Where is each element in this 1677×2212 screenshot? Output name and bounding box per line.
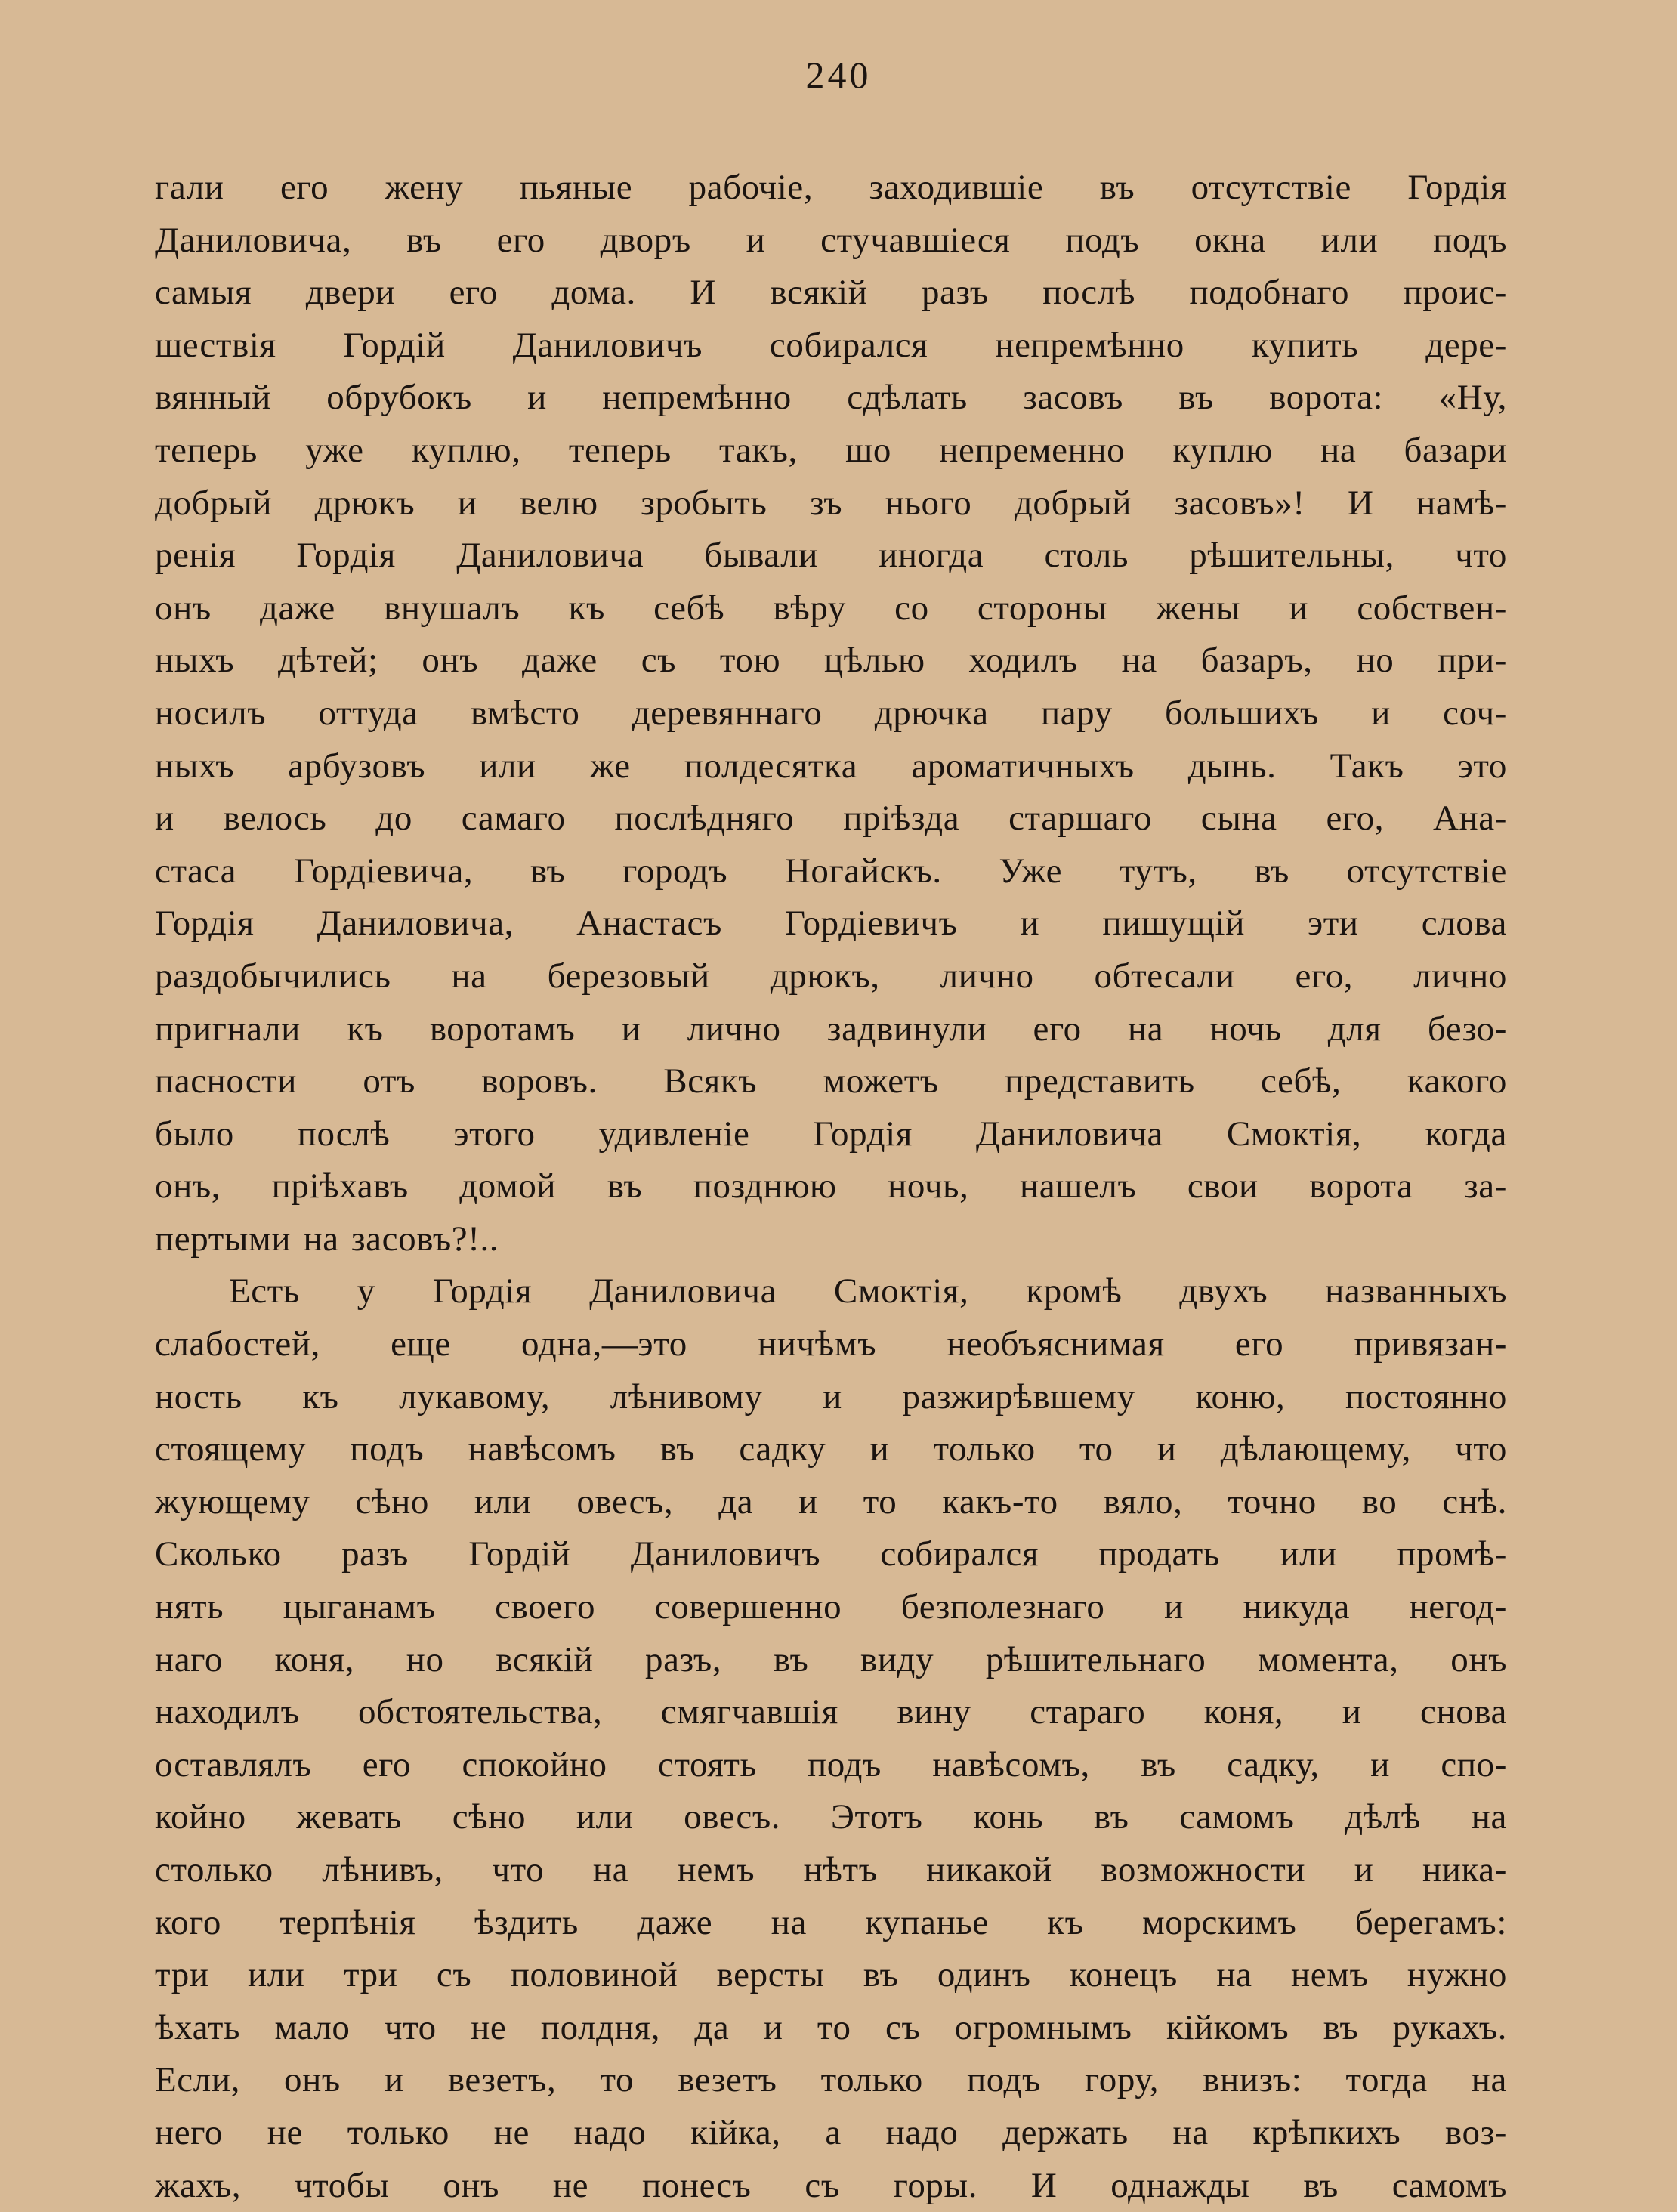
text-line: Сколько разъ Гордій Даниловичъ собирался продать или промѣ- — [155, 1534, 1507, 1574]
text-line: жахъ, чтобы онъ не понесъ съ горы. И однажды въ самомъ — [155, 2165, 1507, 2205]
text-line: и велось до самаго послѣдняго пріѣзда старшаго сына его, Ана- — [155, 799, 1507, 839]
page-number: 240 — [805, 54, 872, 96]
text-line: оставлялъ его спокойно стоять подъ навѣсомъ, въ садку, и спо- — [155, 1744, 1507, 1784]
body-text — [155, 162, 1507, 2212]
text-line: кого терпѣнія ѣздить даже на купанье къ морскимъ берегамъ: — [155, 1902, 1507, 1942]
text-line: находилъ обстоятельства, смягчавшія вину стараго коня, и снова — [155, 1692, 1507, 1732]
text-line: пасности отъ воровъ. Всякъ можетъ представить себѣ, какого — [155, 1061, 1507, 1101]
text-line: ныхъ арбузовъ или же полдесятка ароматичныхъ дынь. Такъ это — [155, 746, 1507, 786]
text-line: самыя двери его дома. И всякій разъ послѣ подобнаго проис- — [155, 273, 1507, 313]
text-line: него не только не надо кійка, а надо держать на крѣпкихъ воз- — [155, 2112, 1507, 2152]
text-line: наго коня, но всякій разъ, въ виду рѣшительнаго момента, онъ — [155, 1639, 1507, 1679]
text-line: ность къ лукавому, лѣнивому и разжирѣвшему коню, постоянно — [155, 1376, 1507, 1416]
text-line: шествія Гордій Даниловичъ собирался непремѣнно купить дере- — [155, 325, 1507, 365]
text-line: пригнали къ воротамъ и лично задвинули его на ночь для безо- — [155, 1009, 1507, 1049]
text-line: было послѣ этого удивленіе Гордія Даниловича Смоктія, когда — [155, 1114, 1507, 1154]
paragraph — [155, 1265, 1507, 2212]
text-line: стоящему подъ навѣсомъ въ садку и только то и дѣлающему, что — [155, 1429, 1507, 1469]
text-line: теперь уже куплю, теперь такъ, шо непременно куплю на базари — [155, 430, 1507, 470]
text-line: Гордія Даниловича, Анастасъ Гордіевичъ и пишущій эти слова — [155, 904, 1507, 944]
text-line: онъ, пріѣхавъ домой въ позднюю ночь, нашелъ свои ворота за- — [155, 1166, 1507, 1206]
text-line: жующему сѣно или овесъ, да и то какъ-то вяло, точно во снѣ. — [155, 1481, 1507, 1522]
text-line: нять цыганамъ своего совершенно безполезнаго и никуда негод- — [155, 1587, 1507, 1627]
text-line: носилъ оттуда вмѣсто деревяннаго дрючка пару большихъ и соч- — [155, 693, 1507, 733]
text-line: вянный обрубокъ и непремѣнно сдѣлать засовъ въ ворота: «Ну, — [155, 378, 1507, 418]
text-line: пертыми на засовъ?!.. — [155, 1219, 499, 1259]
text-line: столько лѣнивъ, что на немъ нѣтъ никакой возможности и ника- — [155, 1850, 1507, 1889]
text-line: Если, онъ и везетъ, то везетъ только подъ гору, внизъ: тогда на — [155, 2060, 1507, 2100]
text-line: Даниловича, въ его дворъ и стучавшіеся подъ окна или подъ — [155, 220, 1507, 260]
text-line: добрый дрюкъ и велю зробыть зъ нього добрый засовъ»! И намѣ- — [155, 483, 1507, 523]
text-line: ныхъ дѣтей; онъ даже съ тою цѣлью ходилъ на базаръ, но при- — [155, 641, 1507, 681]
text-line: стаса Гордіевича, въ городъ Ногайскъ. Уже тутъ, въ отсутствіе — [155, 851, 1507, 891]
text-line: ѣхать мало что не полдня, да и то съ огромнымъ кійкомъ въ рукахъ. — [155, 2007, 1507, 2047]
text-line: раздобычились на березовый дрюкъ, лично обтесали его, лично — [155, 956, 1507, 996]
text-line: онъ даже внушалъ къ себѣ вѣру со стороны жены и собствен- — [155, 588, 1507, 628]
text-line: Есть у Гордія Даниловича Смоктія, кромѣ двухъ названныхъ — [229, 1271, 1507, 1311]
paragraph — [155, 162, 1507, 1265]
text-line: койно жевать сѣно или овесъ. Этотъ конь въ самомъ дѣлѣ на — [155, 1797, 1507, 1837]
text-line: три или три съ половиной версты въ одинъ конецъ на немъ нужно — [155, 1955, 1507, 1995]
text-line: гали его жену пьяные рабочіе, заходившіе въ отсутствіе Гордія — [155, 168, 1507, 207]
text-line: ренія Гордія Даниловича бывали иногда столь рѣшительны, что — [155, 536, 1507, 576]
text-line: слабостей, еще одна,—это ничѣмъ необъяснимая его привязан- — [155, 1324, 1507, 1364]
